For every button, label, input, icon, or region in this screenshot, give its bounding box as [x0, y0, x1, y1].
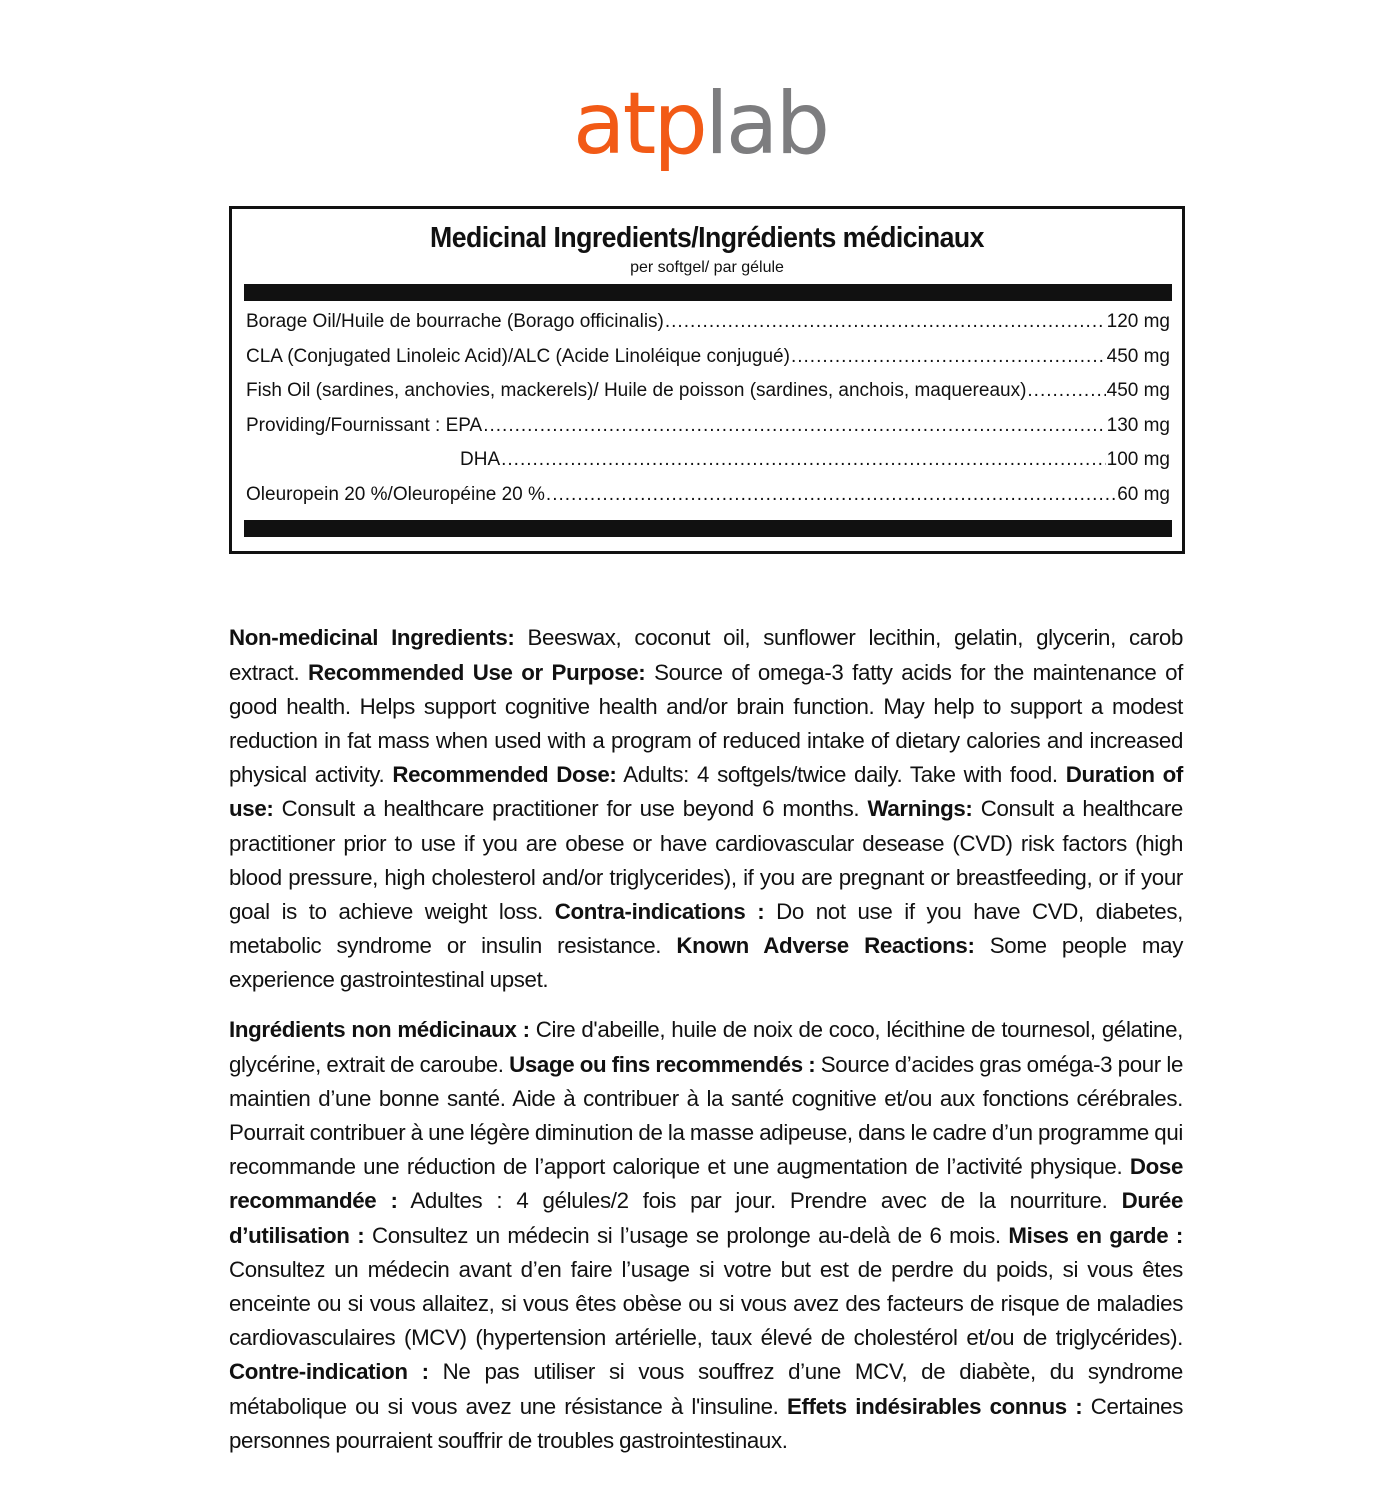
ingredient-row-epa — [246, 409, 1170, 444]
dot-leader — [501, 443, 1106, 478]
effets-indesirables-text: Certaines personnes pourraient souffrir de troubles gastrointestinaux. — [229, 1393, 1184, 1453]
ingredient-amount: 100 mg — [1106, 449, 1170, 471]
medicinal-ingredients-panel — [229, 206, 1185, 554]
panel-bottom-rule — [244, 520, 1172, 537]
adverse-reactions-label: Known Adverse Reactions: — [676, 933, 975, 959]
warnings-label: Warnings: — [867, 796, 973, 822]
ingredient-amount: 450 mg — [1106, 345, 1170, 367]
non-medicinal-label: Non-medicinal Ingredients: — [229, 625, 515, 651]
dot-leader — [546, 478, 1116, 513]
french-label-text — [229, 1013, 1183, 1458]
ingredient-amount: 120 mg — [1106, 311, 1170, 332]
ingredient-amount: 450 mg — [1106, 380, 1170, 402]
mises-en-garde-label: Mises en garde : — [1008, 1222, 1183, 1248]
ingredient-name: DHA — [460, 449, 501, 471]
dot-leader — [791, 340, 1106, 375]
ingredient-row-borage — [246, 305, 1170, 340]
duration-label: Duration of use: — [229, 762, 1183, 822]
recommended-dose-label: Recommended Dose: — [392, 762, 617, 788]
ingredients-non-medicinaux-text: Cire d'abeille, huile de noix de coco, lécithine de tournesol, gélatine, glycérine, extrait de caroube. — [229, 1017, 1183, 1077]
ingredient-row-fish-oil — [246, 374, 1170, 409]
recommended-dose-text: Adults: 4 softgels/twice daily. Take with food. — [616, 762, 1066, 788]
ingredients-non-medicinaux-label: Ingrédients non médicinaux : — [229, 1017, 530, 1043]
effets-indesirables-label: Effets indésirables connus : — [786, 1393, 1083, 1419]
panel-top-rule — [244, 284, 1172, 301]
contre-indication-label: Contre-indication : — [229, 1359, 429, 1385]
panel-title: Medicinal Ingredients/Ingrédients médicinaux — [430, 222, 984, 254]
logo-atp-text: atp — [572, 74, 705, 174]
ingredient-name: CLA (Conjugated Linoleic Acid)/ALC (Acide Linoléique conjugué) — [246, 345, 790, 367]
english-label-text — [229, 621, 1183, 997]
logo-lab-text: lab — [704, 74, 828, 174]
usage-text: Source d’acides gras oméga-3 pour le maintien d’une bonne santé. Aide à contribuer à la santé cognitive et/ou aux fonctions cérébrales. Pourrait contribuer à une légère diminution de la masse adipeuse, dans le cadre d’un programme qui recommande une réduction de l’apport calorique et une augmentation de l’activité physique. — [229, 1051, 1183, 1180]
ingredient-name: Fish Oil (sardines, anchovies, mackerels)/ Huile de poisson (sardines, anchois, maquereaux) — [246, 380, 1027, 402]
ingredient-name: Oleuropein 20 %/Oleuropéine 20 % — [246, 483, 545, 505]
duration-text: Consult a healthcare practitioner for use beyond 6 months. — [273, 796, 868, 822]
ingredient-list — [246, 305, 1170, 513]
dot-leader — [1027, 374, 1105, 409]
usage-label: Usage ou fins recommendés : — [509, 1051, 816, 1077]
warnings-text: Consult a healthcare practitioner prior to use if you are obese or have cardiovascular desease (CVD) risk factors (high blood pressure, high cholesterol and/or triglycerides), if you are pregnant or breastfeeding, or if your goal is to achieve weight loss. — [229, 796, 1183, 924]
ingredient-row-oleuropein — [246, 478, 1170, 513]
duree-text: Consultez un médecin si l’usage se prolonge au-delà de 6 mois. — [364, 1222, 1009, 1248]
contra-indications-label: Contra-indications : — [554, 898, 765, 924]
ingredient-row-cla — [246, 340, 1170, 375]
dot-leader — [665, 305, 1106, 340]
duree-label: Durée d’utilisation : — [229, 1188, 1184, 1248]
dot-leader — [483, 409, 1105, 444]
dose-recommandee-label: Dose recommandée : — [229, 1154, 1183, 1214]
contre-indication-text: Ne pas utiliser si vous souffrez d’une MCV, de diabète, du syndrome métabolique ou si vous avez une résistance à l'insuline. — [229, 1359, 1183, 1419]
ingredient-name: Borage Oil/Huile de bourrache (Borago officinalis) — [246, 311, 664, 332]
ingredient-amount: 60 mg — [1117, 483, 1170, 505]
ingredient-row-dha — [246, 443, 1170, 478]
atplab-logo — [0, 76, 1400, 172]
non-medicinal-text: Beeswax, coconut oil, sunflower lecithin, gelatin, glycerin, carob extract. — [229, 625, 1184, 685]
ingredient-name: Providing/Fournissant : EPA — [246, 414, 483, 436]
mises-en-garde-text: Consultez un médecin avant d’en faire l’usage si votre but est de perdre du poids, si vous êtes enceinte ou si vous allaitez, si vous êtes obèse ou si vous avez des facteurs de risque de maladies cardiovasculaires (MCV) (hypertension artérielle, taux élevé de cholestérol et/ou de triglycérides). — [229, 1256, 1183, 1351]
ingredient-amount: 130 mg — [1106, 414, 1170, 436]
recommended-use-label: Recommended Use or Purpose: — [308, 659, 646, 685]
contra-indications-text: Do not use if you have CVD, diabetes, metabolic syndrome or insulin resistance. — [229, 898, 1183, 959]
recommended-use-text: Source of omega-3 fatty acids for the maintenance of good health. Helps support cognitive health and/or brain function. May help to support a modest reduction in fat mass when used with a program of reduced intake of dietary calories and increased physical activity. — [229, 659, 1183, 788]
adverse-reactions-text: Some people may experience gastrointestinal upset. — [229, 933, 1184, 993]
panel-subtitle: per softgel/ par gélule — [630, 259, 784, 276]
dose-recommandee-text: Adultes : 4 gélules/2 fois par jour. Prendre avec de la nourriture. — [397, 1188, 1122, 1214]
